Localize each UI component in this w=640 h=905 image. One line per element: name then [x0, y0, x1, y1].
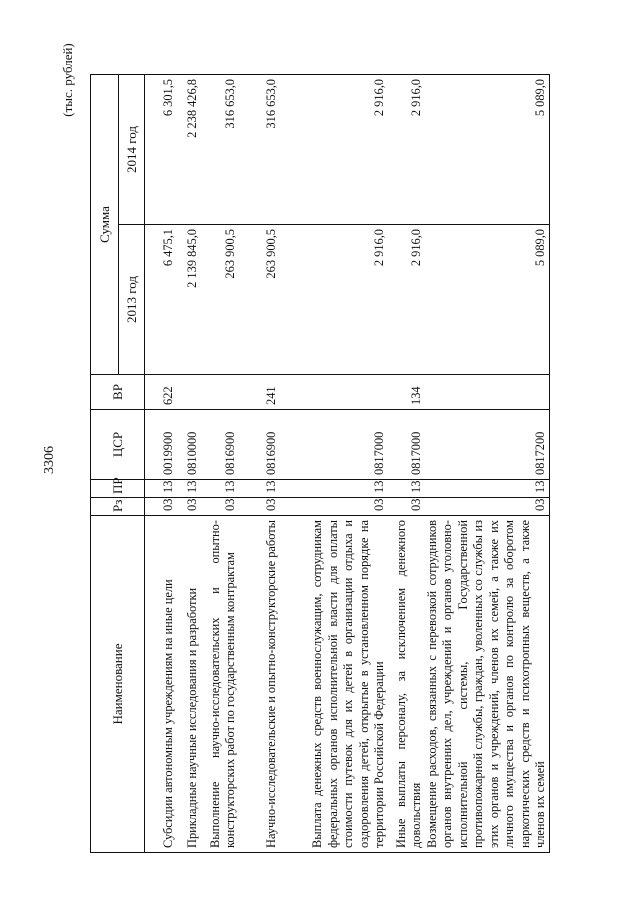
table-row — [388, 75, 425, 853]
row-sum-2014: 6 301,5 — [145, 75, 177, 225]
row-pr: 13 — [201, 480, 239, 498]
budget-table-rotated — [90, 75, 547, 853]
row-sum-2013: 6 475,1 — [145, 225, 177, 375]
row-pr: 13 — [280, 480, 388, 498]
table-row — [177, 75, 201, 853]
row-name: Возмещение расходов, связанных с перевозкой сотрудников органов внутренних дел, учреждений и органов уголовно-исполнительной системы, Государственной противопожарной службы, граждан, уволенных со службы из этих органов и учреждений, членов их семей, а также их личного имущества и органов по контролю за оборотом наркотических средств и психотропных веществ, а также членов их семей — [425, 516, 550, 853]
header-vr: ВР — [91, 375, 145, 410]
row-name: Прикладные научные исследования и разработки — [177, 516, 201, 853]
header-rz: Рз — [91, 498, 145, 516]
row-pr: 13 — [177, 480, 201, 498]
table-row — [425, 75, 550, 853]
row-vr — [201, 375, 239, 410]
row-pr: 13 — [388, 480, 425, 498]
units-note — [60, 40, 76, 120]
table-row — [145, 75, 177, 853]
row-csr: 0817000 — [280, 410, 388, 480]
table-row — [280, 75, 388, 853]
row-rz: 03 — [425, 498, 550, 516]
row-name: Выполнение научно-исследовательских и опытно-конструкторских работ по государственным контрактам — [201, 516, 239, 853]
row-rz: 03 — [239, 498, 280, 516]
table-row — [201, 75, 239, 853]
row-vr — [280, 375, 388, 410]
row-sum-2014: 316 653,0 — [201, 75, 239, 225]
row-name: Выплата денежных средств военнослужащим, сотрудникам федеральных органов исполнительной власти для оплаты стоимости путевок для их детей в организации отдыха и оздоровления детей, открытые в установленном порядке на территории Российской Федерации — [280, 516, 388, 853]
row-csr: 0816900 — [201, 410, 239, 480]
row-csr: 0019900 — [145, 410, 177, 480]
budget-table — [90, 74, 550, 853]
row-name: Иные выплаты персоналу, за исключением денежного довольствия — [388, 516, 425, 853]
row-csr: 0817000 — [388, 410, 425, 480]
row-csr: 0817200 — [425, 410, 550, 480]
table-row — [239, 75, 280, 853]
header-pr: ПР — [91, 480, 145, 498]
row-vr — [425, 375, 550, 410]
row-sum-2013: 5 089,0 — [425, 225, 550, 375]
row-rz: 03 — [280, 498, 388, 516]
row-vr: 622 — [145, 375, 177, 410]
row-sum-2014: 2 916,0 — [280, 75, 388, 225]
units-note-text: (тыс. рублей) — [60, 43, 76, 117]
row-sum-2014: 316 653,0 — [239, 75, 280, 225]
row-vr: 134 — [388, 375, 425, 410]
row-vr: 241 — [239, 375, 280, 410]
row-sum-2013: 263 900,5 — [239, 225, 280, 375]
header-sum: Сумма — [91, 75, 119, 375]
page-number — [40, 440, 60, 480]
row-sum-2014: 2 916,0 — [388, 75, 425, 225]
row-pr: 13 — [239, 480, 280, 498]
row-pr: 13 — [145, 480, 177, 498]
row-csr: 0810000 — [177, 410, 201, 480]
row-name: Субсидии автономным учреждениям на иные цели — [145, 516, 177, 853]
header-name: Наименование — [91, 516, 145, 853]
header-year-2013: 2013 год — [119, 225, 145, 375]
row-sum-2013: 263 900,5 — [201, 225, 239, 375]
row-rz: 03 — [201, 498, 239, 516]
row-sum-2013: 2 916,0 — [388, 225, 425, 375]
row-sum-2014: 2 238 426,8 — [177, 75, 201, 225]
row-rz: 03 — [177, 498, 201, 516]
row-rz: 03 — [388, 498, 425, 516]
row-csr: 0816900 — [239, 410, 280, 480]
row-rz: 03 — [145, 498, 177, 516]
row-pr: 13 — [425, 480, 550, 498]
header-csr: ЦСР — [91, 410, 145, 480]
row-name: Научно-исследовательские и опытно-конструкторские работы — [239, 516, 280, 853]
row-sum-2014: 5 089,0 — [425, 75, 550, 225]
row-vr — [177, 375, 201, 410]
row-sum-2013: 2 139 845,0 — [177, 225, 201, 375]
header-year-2014: 2014 год — [119, 75, 145, 225]
page-number-text: 3306 — [42, 446, 57, 474]
row-sum-2013: 2 916,0 — [280, 225, 388, 375]
